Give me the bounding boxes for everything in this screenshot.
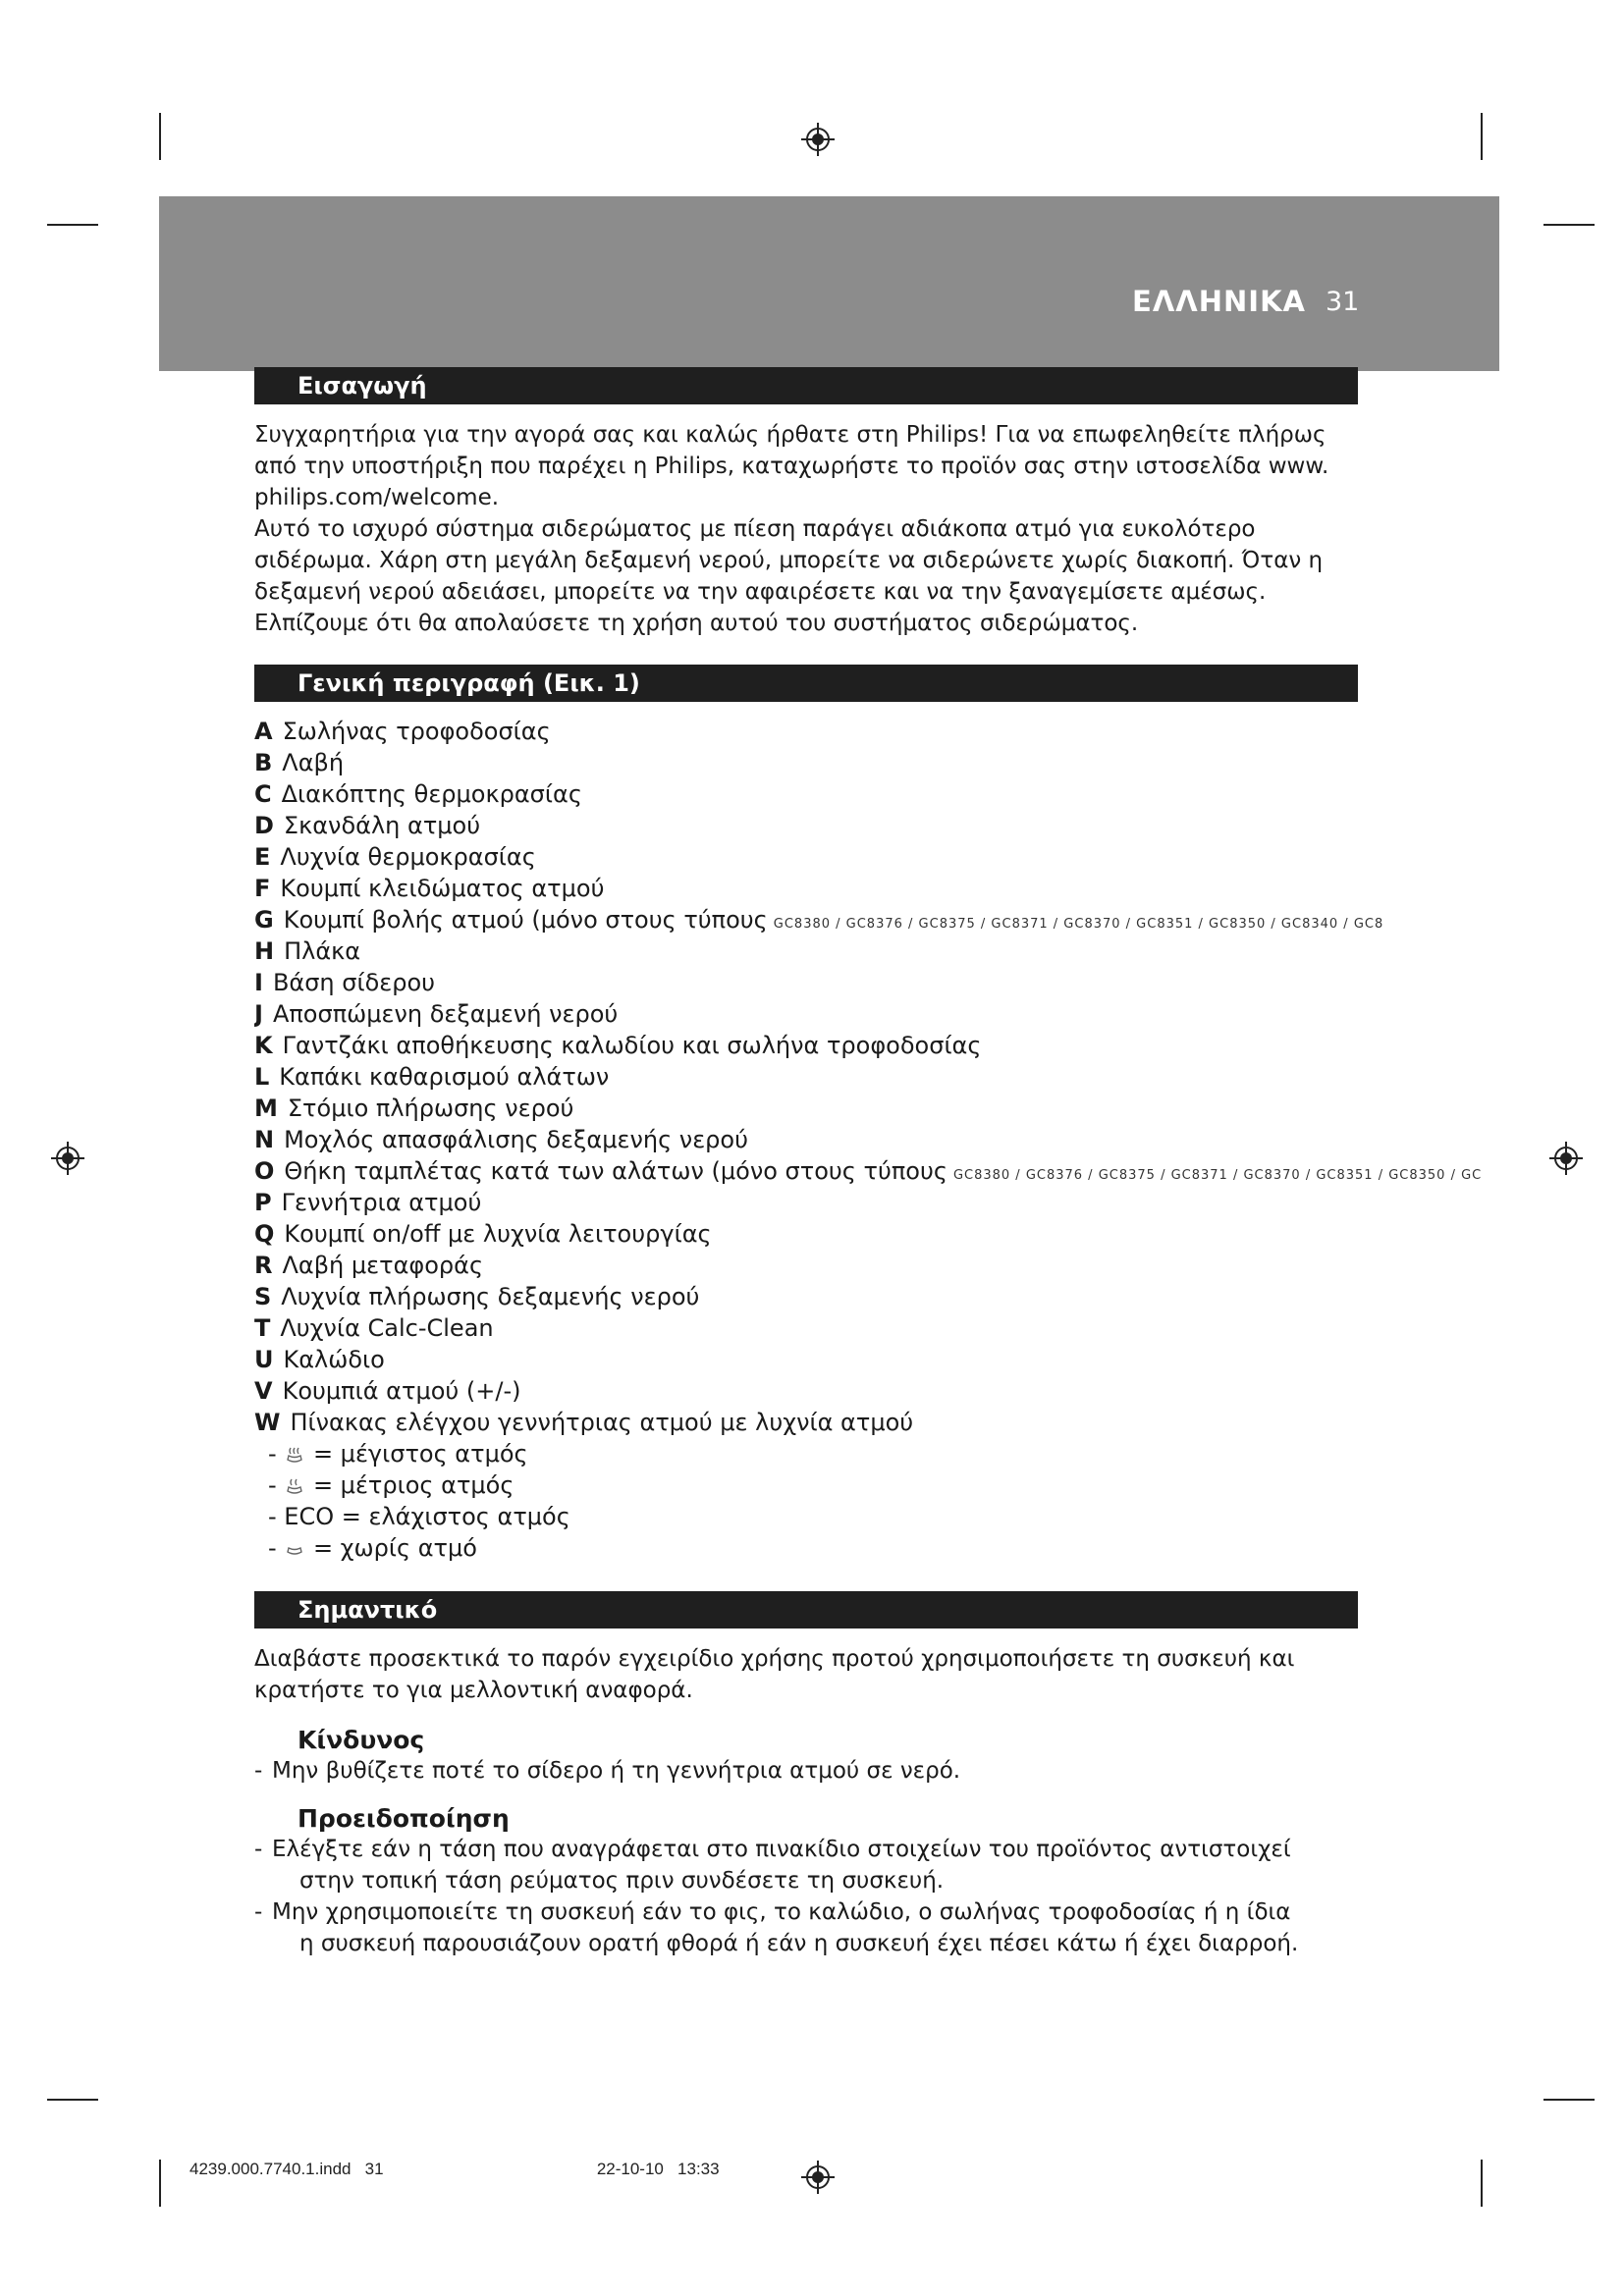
list-item <box>254 747 1609 778</box>
no-steam-icon <box>284 1538 305 1560</box>
danger-bullet: - Μην βυθίζετε ποτέ το σίδερο ή τη γεννήτρια ατμού σε νερό. <box>254 1758 961 1784</box>
section-title-intro: Εισαγωγή <box>254 367 1358 404</box>
list-item <box>254 1093 1609 1124</box>
item-text: Καλώδιο <box>283 1346 385 1373</box>
text-line: Αυτό το ισχυρό σύστημα σιδερώματος με πίεση παράγει αδιάκοπα ατμό για ευκολότερο <box>254 516 1256 542</box>
item-key: E <box>254 843 271 871</box>
item-key: Q <box>254 1220 275 1248</box>
sub-list-item: - ECO = ελάχιστος ατμός <box>268 1503 570 1530</box>
item-key: B <box>254 749 273 776</box>
item-key: W <box>254 1409 281 1436</box>
item-key: D <box>254 812 274 839</box>
text-line: δεξαμενή νερού αδειάσει, μπορείτε να την αφαιρέσετε και να την ξαναγεμίσετε αμέσως. <box>254 579 1267 605</box>
item-key: J <box>254 1000 263 1028</box>
item-text: Γαντζάκι αποθήκευσης καλωδίου και σωλήνα τροφοδοσίας <box>282 1032 982 1059</box>
item-key: N <box>254 1126 275 1153</box>
list-item <box>254 967 1609 998</box>
bullet-continuation: η συσκευή παρουσιάζουν ορατή φθορά ή εάν η συσκευή έχει πέσει κάτω ή έχει διαρροή. <box>299 1931 1299 1956</box>
list-item <box>254 1155 1609 1187</box>
list-item <box>254 935 1609 967</box>
crop-mark <box>1543 2099 1595 2101</box>
item-text: Θήκη ταμπλέτας κατά των αλάτων (μόνο στους τύπους <box>284 1157 947 1185</box>
item-text: Λαβή <box>282 749 345 776</box>
item-text: Σωλήνας τροφοδοσίας <box>282 718 551 745</box>
item-key: U <box>254 1346 274 1373</box>
item-text: Κουμπιά ατμού (+/-) <box>282 1377 521 1405</box>
text-line: σιδέρωμα. Χάρη στη μεγάλη δεξαμενή νερού, μπορείτε να σιδερώνετε χωρίς διακοπή. Όταν η <box>254 548 1324 573</box>
model-list: GC8380 / GC8376 / GC8375 / GC8371 / GC8370 / GC8351 / GC8350 / GC <box>952 1168 1483 1183</box>
item-text: Διακόπτης θερμοκρασίας <box>281 780 582 808</box>
item-key: G <box>254 906 274 934</box>
item-text: Πίνακας ελέγχου γεννήτριας ατμού με λυχνία ατμού <box>290 1409 914 1436</box>
crop-mark <box>159 2160 161 2207</box>
sub-item-text: = χωρίς ατμό <box>312 1534 477 1562</box>
item-text: Λαβή μεταφοράς <box>282 1252 484 1279</box>
item-text: Καπάκι καθαρισμού αλάτων <box>279 1063 610 1091</box>
item-key: T <box>254 1314 271 1342</box>
registration-mark-icon <box>801 123 835 156</box>
list-item <box>254 1250 1609 1281</box>
item-text: Μοχλός απασφάλισης δεξαμενής νερού <box>284 1126 748 1153</box>
list-item <box>254 1375 1609 1407</box>
crop-mark <box>47 2099 98 2101</box>
item-text: Αποσπώμενη δεξαμενή νερού <box>272 1000 619 1028</box>
list-item <box>254 841 1609 873</box>
item-text: Σκανδάλη ατμού <box>283 812 481 839</box>
bullet-text: Μην βυθίζετε ποτέ το σίδερο ή τη γεννήτρια ατμού σε νερό. <box>272 1758 961 1784</box>
crop-mark <box>1481 113 1483 160</box>
list-item <box>254 1344 1609 1375</box>
section-title-general: Γενική περιγραφή (Εικ. 1) <box>254 665 1358 702</box>
item-key: H <box>254 937 275 965</box>
item-key: I <box>254 969 263 996</box>
text-line: από την υποστήριξη που παρέχει η Philips, καταχωρήστε το προϊόν σας στην ιστοσελίδα www. <box>254 454 1329 479</box>
sub-item-text: = μέγιστος ατμός <box>312 1440 528 1468</box>
list-item <box>254 1281 1609 1312</box>
model-list: GC8380 / GC8376 / GC8375 / GC8371 / GC8370 / GC8351 / GC8350 / GC8340 / GC8 <box>773 917 1384 932</box>
item-text: Βάση σίδερου <box>272 969 436 996</box>
list-item <box>254 1030 1609 1061</box>
medium-steam-icon <box>284 1475 305 1497</box>
list-item <box>254 904 1609 935</box>
warning-bullets <box>254 1834 1364 1959</box>
item-text: Λυχνία πλήρωσης δεξαμενής νερού <box>281 1283 700 1310</box>
parts-list <box>254 716 1609 1564</box>
list-item <box>254 778 1609 810</box>
list-item <box>254 1124 1609 1155</box>
item-text: Στόμιο πλήρωσης νερού <box>287 1095 574 1122</box>
item-text: Γεννήτρια ατμού <box>281 1189 482 1216</box>
list-item <box>254 1312 1609 1344</box>
item-text: Κουμπί κλειδώματος ατμού <box>280 875 605 902</box>
bullet-continuation: στην τοπική τάση ρεύματος πριν συνδέσετε τη συσκευή. <box>299 1868 945 1894</box>
item-key: L <box>254 1063 270 1091</box>
sub-item-text: ECO = ελάχιστος ατμός <box>284 1503 570 1530</box>
item-key: S <box>254 1283 272 1310</box>
item-text: Λυχνία Calc-Clean <box>280 1314 494 1342</box>
text-line: philips.com/welcome. <box>254 485 500 510</box>
item-text: Πλάκα <box>284 937 361 965</box>
list-item <box>254 810 1609 841</box>
page-number: 31 <box>1326 287 1360 317</box>
registration-mark-icon <box>801 2161 835 2194</box>
text-line: Ελπίζουμε ότι θα απολαύσετε τη χρήση αυτού του συστήματος σιδερώματος. <box>254 611 1139 636</box>
max-steam-icon <box>284 1444 305 1466</box>
sub-list-item: - = χωρίς ατμό <box>268 1534 477 1562</box>
intro-paragraph <box>254 419 1364 639</box>
list-item <box>254 1218 1609 1250</box>
list-item <box>254 873 1609 904</box>
bullet-item: - Μην χρησιμοποιείτε τη συσκευή εάν το φις, το καλώδιο, ο σωλήνας τροφοδοσίας ή η ίδια <box>254 1899 1291 1925</box>
item-key: P <box>254 1189 272 1216</box>
item-text: Λυχνία θερμοκρασίας <box>280 843 536 871</box>
crop-mark <box>1481 2160 1483 2207</box>
bullet-item: - Ελέγξτε εάν η τάση που αναγράφεται στο πινακίδιο στοιχείων του προϊόντος αντιστοιχεί <box>254 1837 1291 1862</box>
list-item <box>254 1061 1609 1093</box>
item-key: K <box>254 1032 273 1059</box>
item-text: Κουμπί βολής ατμού (μόνο στους τύπους <box>283 906 768 934</box>
print-slug: 4239.000.7740.1.indd 31 22-10-10 13:33 <box>189 2160 720 2178</box>
item-text: Κουμπί on/off με λυχνία λειτουργίας <box>284 1220 712 1248</box>
text-line: κρατήστε το για μελλοντική αναφορά. <box>254 1678 693 1703</box>
crop-mark <box>47 224 98 226</box>
sub-list-item: - = μέγιστος ατμός <box>268 1440 528 1468</box>
bullet-text: Ελέγξτε εάν η τάση που αναγράφεται στο πινακίδιο στοιχείων του προϊόντος αντιστοιχεί <box>272 1837 1291 1862</box>
item-key: A <box>254 718 273 745</box>
item-key: M <box>254 1095 278 1122</box>
list-item <box>254 1407 1609 1438</box>
text-line: Συγχαρητήρια για την αγορά σας και καλώς ήρθατε στη Philips! Για να επωφεληθείτε πλήρως <box>254 422 1326 448</box>
item-key: F <box>254 875 271 902</box>
item-key: R <box>254 1252 273 1279</box>
item-key: O <box>254 1157 275 1185</box>
item-key: V <box>254 1377 273 1405</box>
important-paragraph <box>254 1643 1364 1706</box>
language-label: ΕΛΛΗΝΙΚΑ <box>1132 285 1306 318</box>
section-title-important: Σημαντικό <box>254 1591 1358 1629</box>
sub-item-text: = μέτριος ατμός <box>312 1471 514 1499</box>
sub-list-item: - = μέτριος ατμός <box>268 1471 514 1499</box>
danger-heading: Κίνδυνος <box>298 1726 425 1754</box>
list-item <box>254 716 1609 747</box>
list-item <box>254 998 1609 1030</box>
warning-heading: Προειδοποίηση <box>298 1804 510 1833</box>
text-line: Διαβάστε προσεκτικά το παρόν εγχειρίδιο χρήσης προτού χρησιμοποιήσετε τη συσκευή και <box>254 1646 1295 1672</box>
crop-mark <box>1543 224 1595 226</box>
bullet-text: Μην χρησιμοποιείτε τη συσκευή εάν το φις, το καλώδιο, ο σωλήνας τροφοδοσίας ή η ίδια <box>272 1899 1291 1925</box>
item-key: C <box>254 780 272 808</box>
crop-mark <box>159 113 161 160</box>
registration-mark-icon <box>51 1142 84 1175</box>
header-band <box>159 196 1499 371</box>
list-item <box>254 1187 1609 1218</box>
